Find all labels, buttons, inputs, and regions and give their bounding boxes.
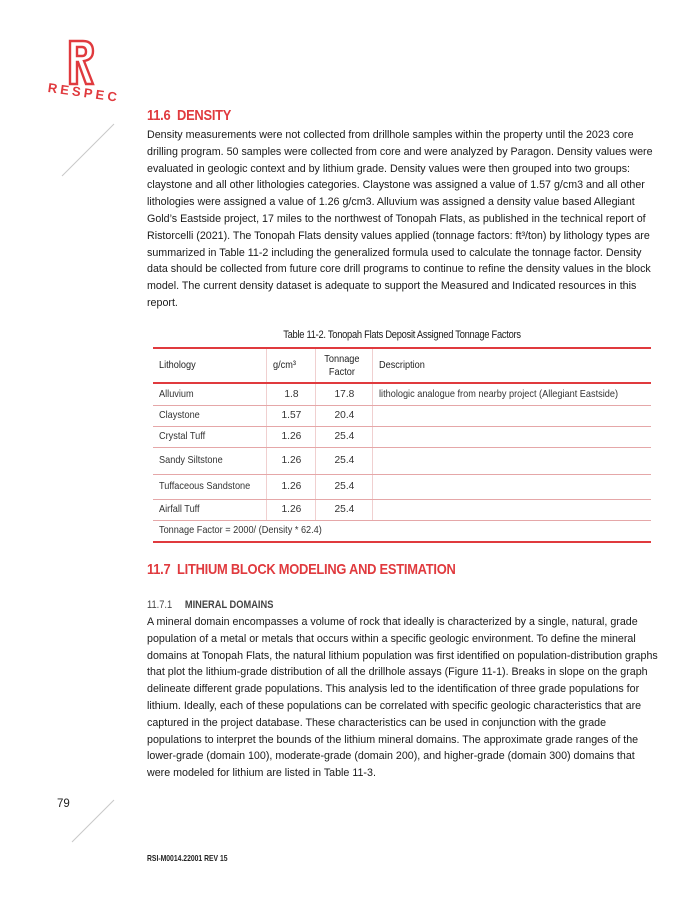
table-cell: 1.26 — [267, 426, 316, 447]
table-cell — [373, 426, 651, 447]
table-cell: 20.4 — [316, 405, 373, 426]
subsection-number: 11.7.1 — [147, 599, 173, 611]
table-cell: 25.4 — [316, 426, 373, 447]
table-caption: Table 11-2. Tonopah Flats Deposit Assigned Tonnage Factors — [283, 329, 521, 341]
decorative-diagonal-bottom — [70, 798, 116, 844]
section-title: DENSITY — [177, 107, 232, 124]
section-title: LITHIUM BLOCK MODELING AND ESTIMATION — [177, 561, 456, 578]
mineral-domains-paragraph: A mineral domain encompasses a volume of rock that ideally is characterized by a single, natural, grade population of a metal or metals that occurs within a specific geologic environment. To define the mineral domains at Tonopah Flats, the natural lithium population was first identified on population-distribution graphs that plot the lithium-grade distribution of all the drillhole assays (Figure 11-1). Breaks in slope on the graph delineate different grade populations. This analysis led to the identification of three grade populations for lithium. Ideally, each of these populations can be correlated with specific geologic characteristics that are captured in the project database. These characteristics can be used in conjunction with the grade populations to interpret the bounds of the lithium mineral domains. The approximate grade ranges of the lower-grade (domain 100), moderate-grade (domain 200), and higher-grade (domain 300) domains that were modeled for lithium are listed in Table 11-3. — [147, 616, 658, 780]
table-cell — [373, 474, 651, 499]
section-heading-density — [147, 107, 588, 124]
table-row — [153, 383, 651, 405]
table-cell: 25.4 — [316, 474, 373, 499]
table-cell: 1.8 — [267, 383, 316, 405]
table-cell: 1.26 — [267, 499, 316, 520]
density-paragraph: Density measurements were not collected from drillhole samples within the property until the 2023 core drilling program. 50 samples were collected from core and were analyzed by Paragon. Density values were evaluated in geologic context and by lithium grade. Density values were then grouped into two groups: claystone and all other lithologies categories. Claystone was assigned a value of 1.57 g/cm3 and all other lithologies were assigned a value of 1.26 g/cm3. Alluvium was assigned a density value based Allegiant Gold’s Eastside project, 17 miles to the northwest of Tonopah Flats, as published in the technical report of Ristorcelli (2021). The Tonopah Flats density values applied (tonnage factors: ft³/ton) by lithology types are summarized in Table 11-2 including the generalized formula used to calculate the tonnage factor. Density data should be collected from future core drill programs to continue to refine the density values in the block model. The current density dataset is adequate to support the Measured and Indicated resources in this report. — [147, 129, 653, 309]
table-cell: Sandy Siltstone — [153, 447, 267, 474]
table-cell: 25.4 — [316, 499, 373, 520]
respec-logo-icon — [66, 38, 96, 86]
brand-wordmark: RESPEC — [46, 80, 121, 105]
table-cell: Airfall Tuff — [153, 499, 267, 520]
table-cell: 1.57 — [267, 405, 316, 426]
decorative-diagonal-top — [60, 122, 116, 178]
column-header: g/cm³ — [267, 348, 316, 383]
column-header: Tonnage Factor — [316, 348, 373, 383]
table-cell: Alluvium — [153, 383, 267, 405]
table-cell — [373, 405, 651, 426]
section-number: 11.7 — [147, 561, 171, 578]
table-row — [153, 474, 651, 499]
table-cell: Claystone — [153, 405, 267, 426]
table-row — [153, 426, 651, 447]
table-cell: 17.8 — [316, 383, 373, 405]
section-density — [147, 107, 660, 124]
table-cell: Crystal Tuff — [153, 426, 267, 447]
table-cell: 1.26 — [267, 447, 316, 474]
page-number: 79 — [57, 798, 70, 810]
tonnage-factor-table — [153, 347, 651, 543]
table-cell — [373, 447, 651, 474]
subsection-mineral-domains — [147, 599, 660, 611]
section-lithium-block-modeling — [147, 561, 660, 578]
table-cell: 1.26 — [267, 474, 316, 499]
column-header: Lithology — [153, 348, 267, 383]
table-header-row — [153, 348, 651, 383]
table-footnote: Tonnage Factor = 2000/ (Density * 62.4) — [153, 520, 651, 542]
section-number: 11.6 — [147, 107, 171, 124]
table-footnote-row — [153, 520, 651, 542]
table-row — [153, 447, 651, 474]
section-heading-lithium-block-modeling — [147, 561, 588, 578]
table-cell: 25.4 — [316, 447, 373, 474]
table-row — [153, 405, 651, 426]
table-row — [153, 499, 651, 520]
document-code: RSI-M0014.22001 REV 15 — [147, 853, 228, 863]
subsection-title: MINERAL DOMAINS — [184, 599, 274, 611]
table-cell: Tuffaceous Sandstone — [153, 474, 267, 499]
column-header: Description — [373, 348, 651, 383]
table-cell: lithologic analogue from nearby project (Allegiant Eastside) — [373, 383, 651, 405]
table-cell — [373, 499, 651, 520]
subsection-heading — [147, 599, 588, 611]
